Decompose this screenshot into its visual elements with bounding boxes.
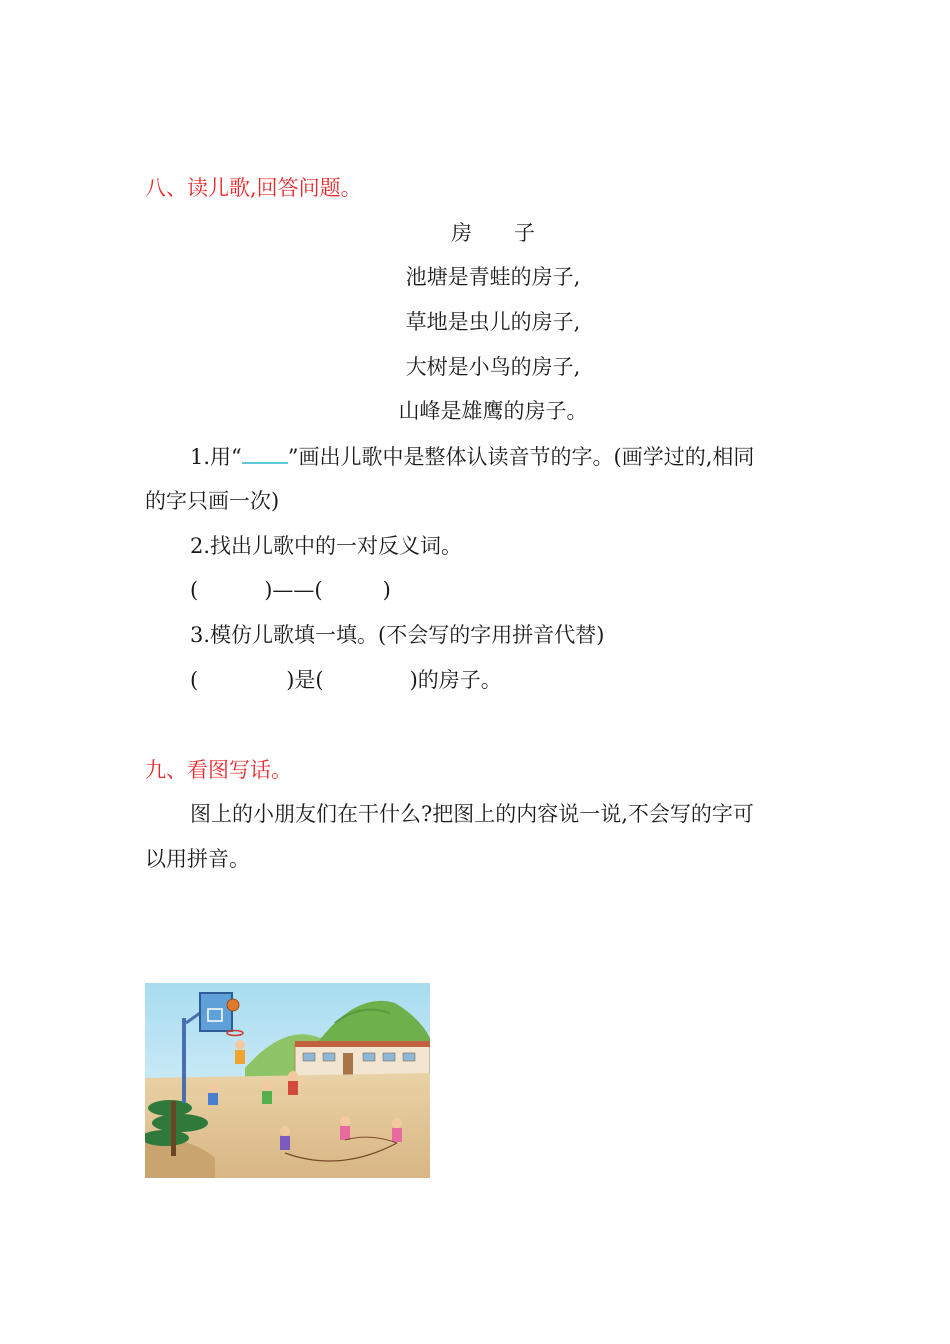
underline-sample: [242, 442, 288, 464]
section-8-heading: 八、读儿歌,回答问题。: [145, 176, 362, 200]
question-2: 2.找出儿歌中的一对反义词。: [190, 534, 463, 558]
blank-close-dash: )——(: [264, 578, 323, 602]
question-3-answer-blanks: [190, 666, 502, 694]
basketball-pole: [182, 1018, 186, 1103]
question-2-answer-blanks: [190, 576, 391, 604]
poem-line-4: 山峰是雄鹰的房子。: [398, 399, 588, 423]
question-1-prefix: 1.用“: [190, 445, 242, 469]
q3-end: )的房子。: [409, 668, 502, 692]
blank-open-1: (: [190, 578, 199, 602]
playground-illustration: [145, 983, 430, 1178]
question-3: 3.模仿儿歌填一填。(不会写的字用拼音代替): [190, 623, 605, 647]
q3-open: (: [190, 668, 199, 692]
poem-line-1: 池塘是青蛙的房子,: [405, 265, 581, 289]
section-9-heading: 九、看图写话。: [145, 758, 292, 782]
section-9-instruction-2: 以用拼音。: [145, 847, 250, 871]
poem-line-2: 草地是虫儿的房子,: [405, 310, 581, 334]
blank-close-2: ): [382, 578, 391, 602]
poem-title: 房 子: [451, 221, 535, 245]
poem-line-3: 大树是小鸟的房子,: [405, 355, 581, 379]
backboard: [200, 993, 232, 1031]
q3-mid: )是(: [286, 668, 324, 692]
question-1-suffix: ”画出儿歌中是整体认读音节的字。(画学过的,相同: [287, 445, 755, 469]
question-1: [190, 442, 754, 471]
section-9-instruction-1: 图上的小朋友们在干什么?把图上的内容说一说,不会写的字可: [190, 802, 754, 826]
basketball: [227, 999, 239, 1011]
question-1-continued: 的字只画一次): [145, 489, 280, 513]
